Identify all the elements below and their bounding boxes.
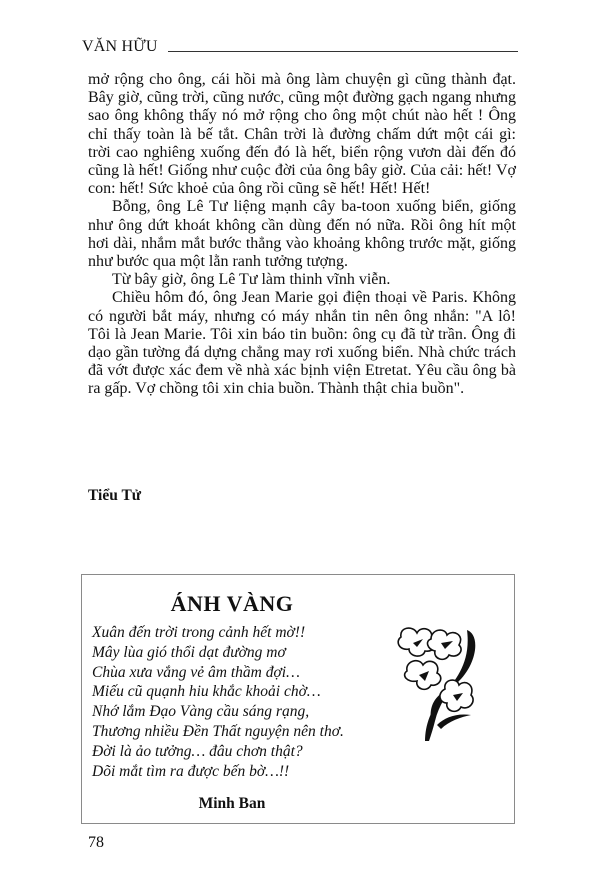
poem-line: Miếu cũ quạnh hiu khắc khoải chờ…: [92, 683, 321, 701]
poem-line: Mây lùa gió thổi dạt đường mơ: [92, 643, 286, 661]
story-paragraph: Từ bây giờ, ông Lê Tư làm thinh vĩnh viễn.: [112, 271, 391, 289]
poem-author: Minh Ban: [198, 795, 266, 812]
story-body: [88, 71, 516, 399]
running-title: VĂN HỮU: [82, 38, 158, 55]
poem-line: Chùa xưa vắng vẻ âm thầm đợi…: [92, 663, 300, 681]
story-author: Tiểu Tử: [88, 487, 142, 504]
poem-line: Đời là ảo tưởng… đâu chơn thật?: [92, 742, 303, 760]
poem-title: ÁNH VÀNG: [170, 591, 294, 616]
header-rule: [168, 51, 518, 52]
story-paragraph: Bỗng, ông Lê Tư liệng mạnh cây ba-toon xuống biển, giống như ông dứt khoát không cần dùng đến nó nữa. Rồi ông hít một hơi dài, nhắm mắt bước thẳng vào khoảng không trước mặt, giống như bước qua một lằn ranh tưởng tượng.: [88, 198, 516, 271]
story-paragraph: Chiều hôm đó, ông Jean Marie gọi điện thoại về Paris. Không có người bắt máy, nhưng có máy nhắn tin nên ông nhắn: "A lô! Tôi là Jean Marie. Tôi xin báo tin buồn: ông cụ đã từ trần. Ông đi dạo gần tường đá dựng chẳng may rơi xuống biển. Nhà chức trách đã vớt được xác đem về nhà xác bịnh viện Etretat. Yêu cầu ông bà ra gấp. Vợ chồng tôi xin chia buồn. Thành thật chia buồn".: [88, 289, 516, 398]
poem-line: Nhớ lắm Đạo Vàng cầu sáng rạng,: [92, 703, 310, 721]
poem-line: Xuân đến trời trong cảnh hết mờ!!: [92, 624, 306, 641]
running-header: [82, 38, 518, 56]
page-number: 78: [88, 834, 104, 851]
poem-line: Thương nhiều Đền Thất nguyện nên thơ.: [92, 722, 344, 740]
story-paragraph: mở rộng cho ông, cái hồi mà ông làm chuyện gì cũng thành đạt. Bây giờ, cũng trời, cũng nước, cũng một đường gạch ngang nhưng sao ông không thấy nó mở rộng cho ông một chút nào hết ! Ông chỉ thấy toàn là bế tắt. Chân trời là đường chấm dứt một cái gì: trời cao nghiêng xuống đến đó là hết, biển rộng vươn dài đến đó cũng là hết! Giống như cuộc đời của ông bây giờ. Của cải: hết! Vợ con: hết! Sức khoẻ của ông rồi cũng sẽ hết! Hết! Hết!: [88, 71, 516, 198]
flower-ornament-icon: [395, 625, 505, 745]
poem-line: Dõi mắt tìm ra được bến bờ…!!: [92, 762, 290, 780]
poem-lines: [92, 623, 344, 781]
